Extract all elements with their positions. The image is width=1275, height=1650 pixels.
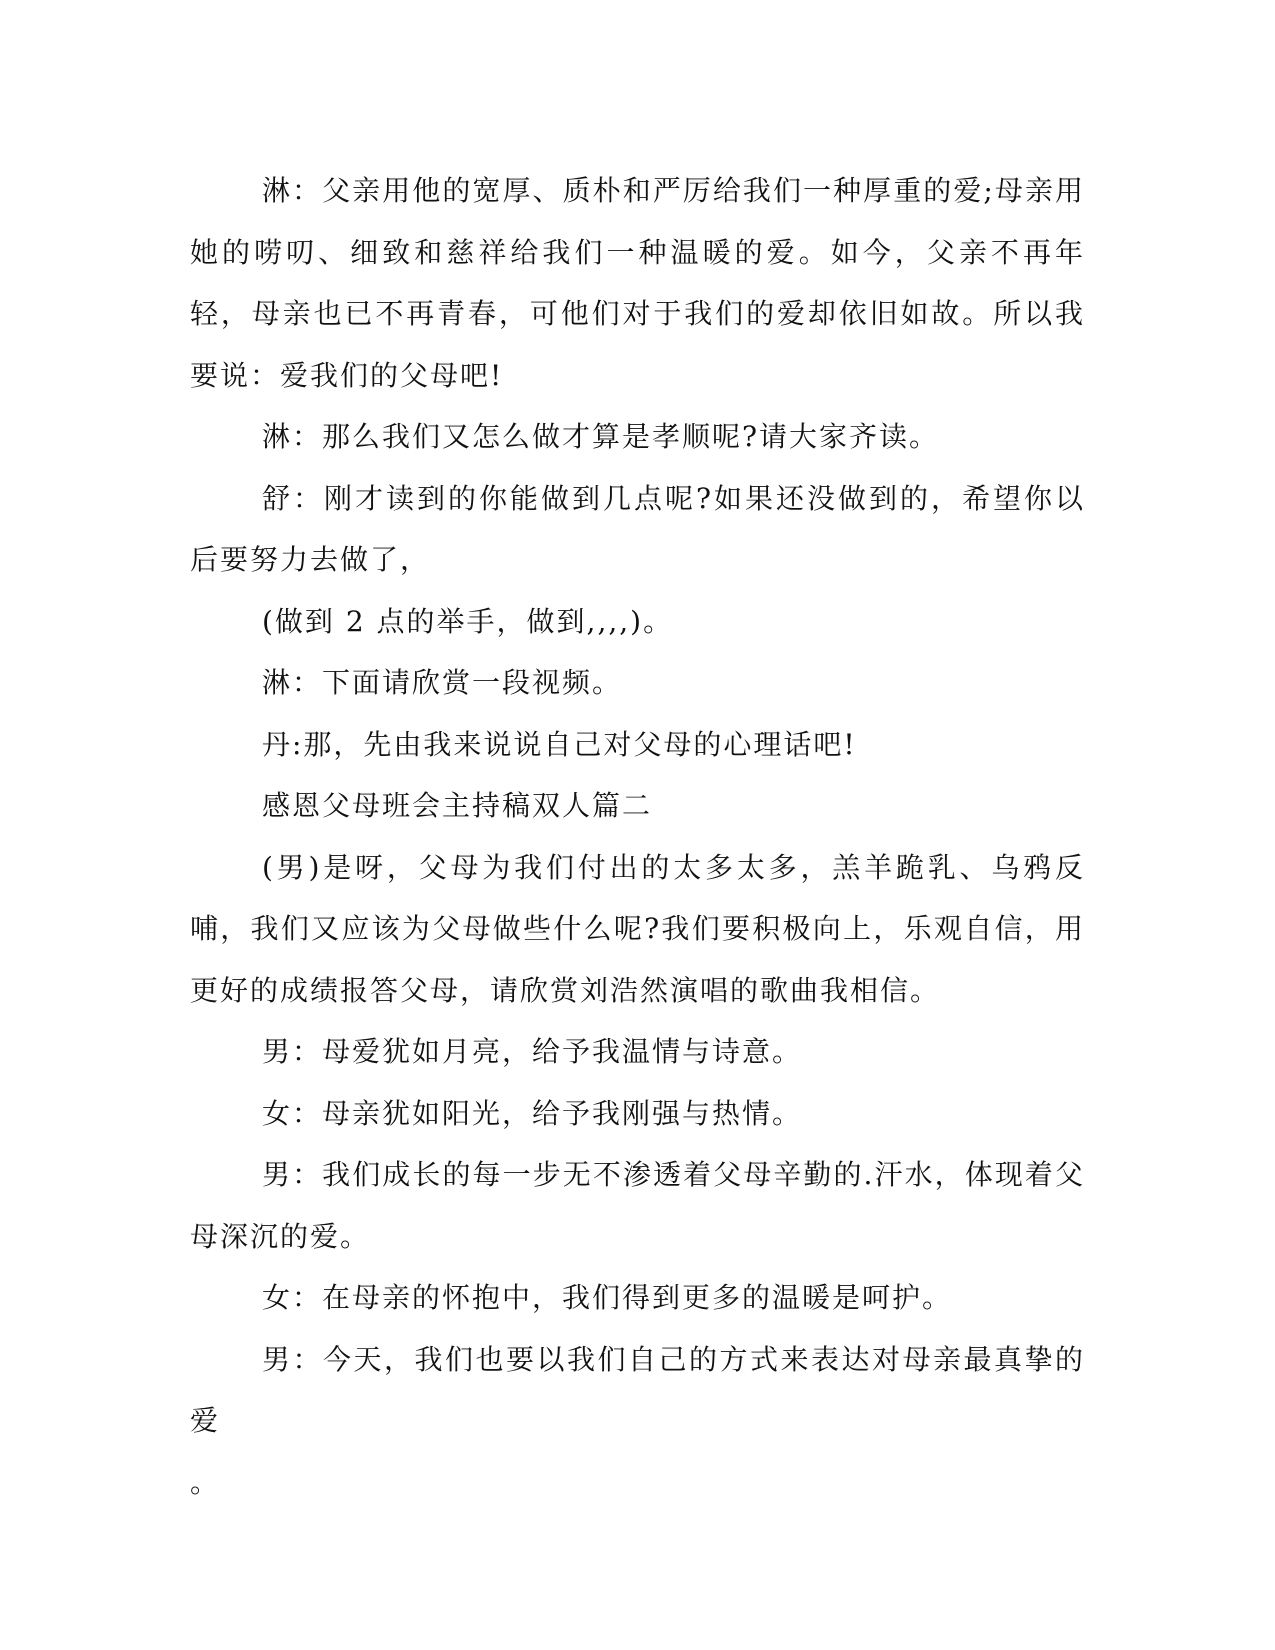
paragraph-13: 男：今天，我们也要以我们自己的方式来表达对母亲最真挚的爱: [190, 1342, 1085, 1437]
paragraph-8: (男)是呀，父母为我们付出的太多太多，羔羊跪乳、乌鸦反哺，我们又应该为父母做些什么呢?我们要积极向上，乐观自信，用更好的成绩报答父母，请欣赏刘浩然演唱的歌曲我相信。: [190, 850, 1085, 1007]
document-body: [190, 160, 1085, 1513]
paragraph-10: 女：母亲犹如阳光，给予我刚强与热情。: [262, 1096, 803, 1130]
paragraph-2: 淋：那么我们又怎么做才算是孝顺呢?请大家齐读。: [262, 420, 940, 453]
section-heading: 感恩父母班会主持稿双人篇二: [262, 789, 653, 822]
paragraph-12: 女：在母亲的怀抱中，我们得到更多的温暖是呵护。: [262, 1281, 953, 1314]
paragraph-1: 淋：父亲用他的宽厚、质朴和严厉给我们一种厚重的爱;母亲用她的唠叨、细致和慈祥给我们一种温暖的爱。如今，父亲不再年轻，母亲也已不再青春，可他们对于我们的爱却依旧如故。所以我要说：爱我们的父母吧!: [190, 174, 1085, 392]
paragraph-9: 男：母爱犹如月亮，给予我温情与诗意。: [262, 1035, 803, 1068]
paragraph-11: 男：我们成长的每一步无不渗透着父母辛勤的.汗水，体现着父母深沉的爱。: [190, 1158, 1085, 1253]
paragraph-3: 舒：刚才读到的你能做到几点呢?如果还没做到的，希望你以后要努力去做了，: [190, 481, 1085, 576]
paragraph-4: (做到 2 点的举手，做到,,,,)。: [262, 604, 674, 638]
paragraph-14: 。: [190, 1465, 221, 1499]
paragraph-5: 淋：下面请欣赏一段视频。: [262, 666, 623, 699]
paragraph-6: 丹:那，先由我来说说自己对父母的心理话吧!: [262, 727, 857, 761]
